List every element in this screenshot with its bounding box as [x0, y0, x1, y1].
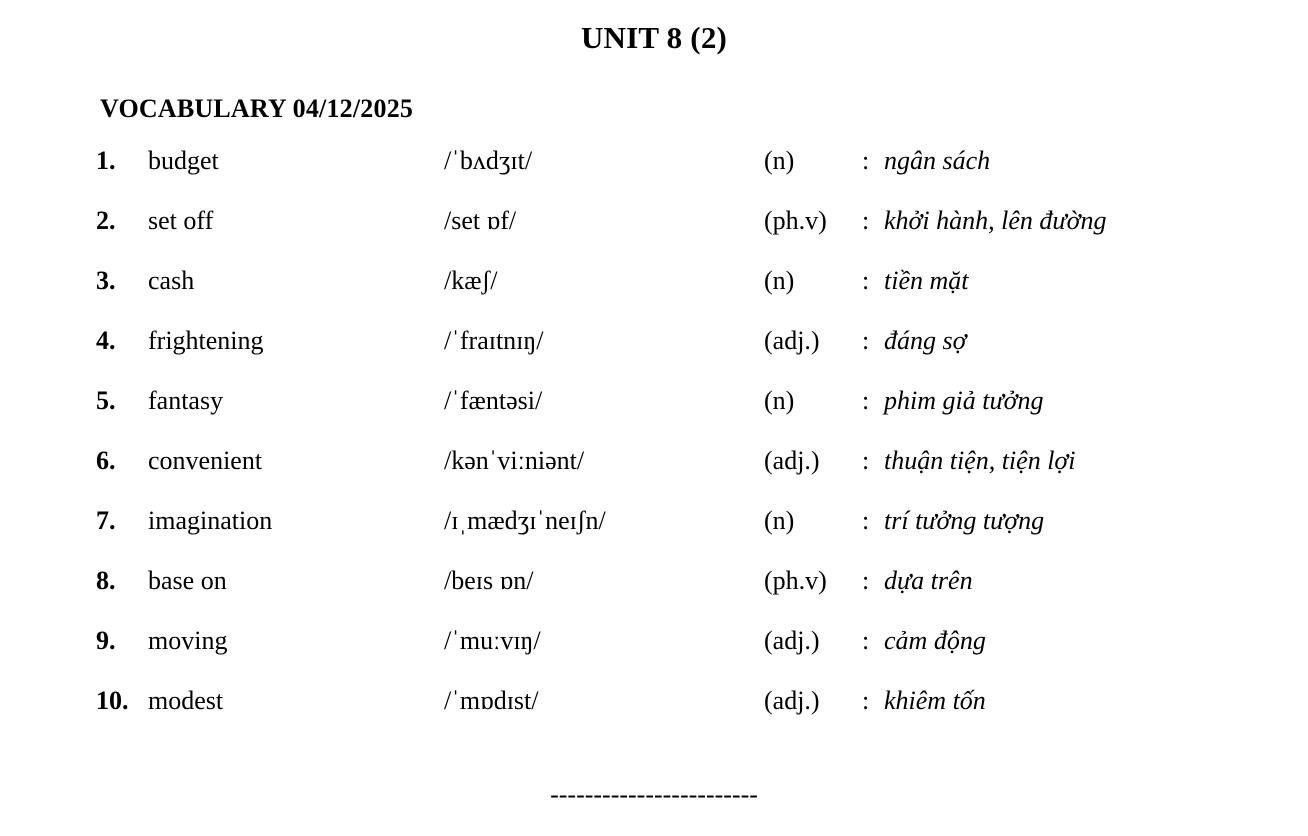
vocabulary-list — [96, 146, 1308, 746]
entry-colon: : — [862, 326, 870, 355]
entry-meaning: phim giả tưởng — [884, 386, 1044, 415]
entry-colon: : — [862, 506, 870, 535]
entry-number: 4. — [96, 326, 116, 355]
entry-pronunciation: /beɪs ɒn/ — [444, 566, 534, 595]
list-item — [96, 686, 1308, 746]
entry-word: convenient — [148, 446, 263, 475]
entry-pronunciation: /kənˈviːniənt/ — [444, 446, 585, 475]
entry-colon: : — [862, 386, 870, 415]
entry-number: 1. — [96, 146, 116, 175]
list-item — [96, 386, 1308, 446]
entry-colon: : — [862, 626, 870, 655]
entry-number: 5. — [96, 386, 116, 415]
list-item — [96, 566, 1308, 626]
entry-number: 3. — [96, 266, 116, 295]
entry-pronunciation: /set ɒf/ — [444, 206, 517, 235]
list-item — [96, 266, 1308, 326]
entry-colon: : — [862, 446, 870, 475]
document-page — [0, 20, 1308, 836]
entry-colon: : — [862, 686, 870, 715]
entry-word: cash — [148, 266, 195, 295]
entry-pronunciation: /ˈmuːvɪŋ/ — [444, 626, 541, 655]
entry-part-of-speech: (n) — [764, 506, 795, 535]
list-item — [96, 446, 1308, 506]
entry-word: frightening — [148, 326, 264, 355]
entry-colon: : — [862, 146, 870, 175]
entry-part-of-speech: (ph.v) — [764, 566, 827, 595]
entry-number: 9. — [96, 626, 116, 655]
entry-meaning: dựa trên — [884, 566, 973, 595]
page-title: UNIT 8 (2) — [580, 20, 728, 55]
list-item — [96, 506, 1308, 566]
entry-part-of-speech: (n) — [764, 386, 795, 415]
entry-word: set off — [148, 206, 214, 235]
entry-meaning: trí tưởng tượng — [884, 506, 1045, 535]
entry-word: modest — [148, 686, 224, 715]
entry-meaning: đáng sợ — [884, 326, 967, 355]
entry-part-of-speech: (adj.) — [764, 626, 820, 655]
entry-word: base on — [148, 566, 227, 595]
entry-number: 7. — [96, 506, 116, 535]
entry-pronunciation: /ˈmɒdɪst/ — [444, 686, 539, 715]
entry-part-of-speech: (n) — [764, 146, 795, 175]
entry-part-of-speech: (adj.) — [764, 446, 820, 475]
entry-colon: : — [862, 206, 870, 235]
list-item — [96, 326, 1308, 386]
entry-pronunciation: /ˈfraɪtnɪŋ/ — [444, 326, 544, 355]
entry-number: 2. — [96, 206, 116, 235]
entry-meaning: khởi hành, lên đường — [884, 206, 1107, 235]
entry-meaning: tiền mặt — [884, 266, 969, 295]
entry-number: 8. — [96, 566, 116, 595]
entry-word: fantasy — [148, 386, 224, 415]
entry-part-of-speech: (adj.) — [764, 686, 820, 715]
entry-part-of-speech: (n) — [764, 266, 795, 295]
list-item — [96, 626, 1308, 686]
entry-pronunciation: /ˈfæntəsi/ — [444, 386, 543, 415]
entry-part-of-speech: (adj.) — [764, 326, 820, 355]
entry-colon: : — [862, 266, 870, 295]
entry-meaning: cảm động — [884, 626, 986, 655]
list-item — [96, 206, 1308, 266]
entry-part-of-speech: (ph.v) — [764, 206, 827, 235]
entry-colon: : — [862, 566, 870, 595]
entry-word: imagination — [148, 506, 273, 535]
entry-number: 10. — [96, 686, 129, 715]
entry-word: budget — [148, 146, 219, 175]
entry-word: moving — [148, 626, 228, 655]
entry-meaning: khiêm tốn — [884, 686, 986, 715]
section-heading: VOCABULARY 04/12/2025 — [100, 94, 414, 123]
list-item — [96, 146, 1308, 206]
entry-pronunciation: /ˈbʌdʒɪt/ — [444, 146, 533, 175]
entry-number: 6. — [96, 446, 116, 475]
entry-meaning: ngân sách — [884, 146, 991, 175]
entry-pronunciation: /ɪˌmædʒɪˈneɪʃn/ — [444, 506, 606, 535]
entry-meaning: thuận tiện, tiện lợi — [884, 446, 1076, 475]
entry-pronunciation: /kæʃ/ — [444, 266, 498, 295]
footer-divider: ------------------------ — [550, 780, 758, 809]
